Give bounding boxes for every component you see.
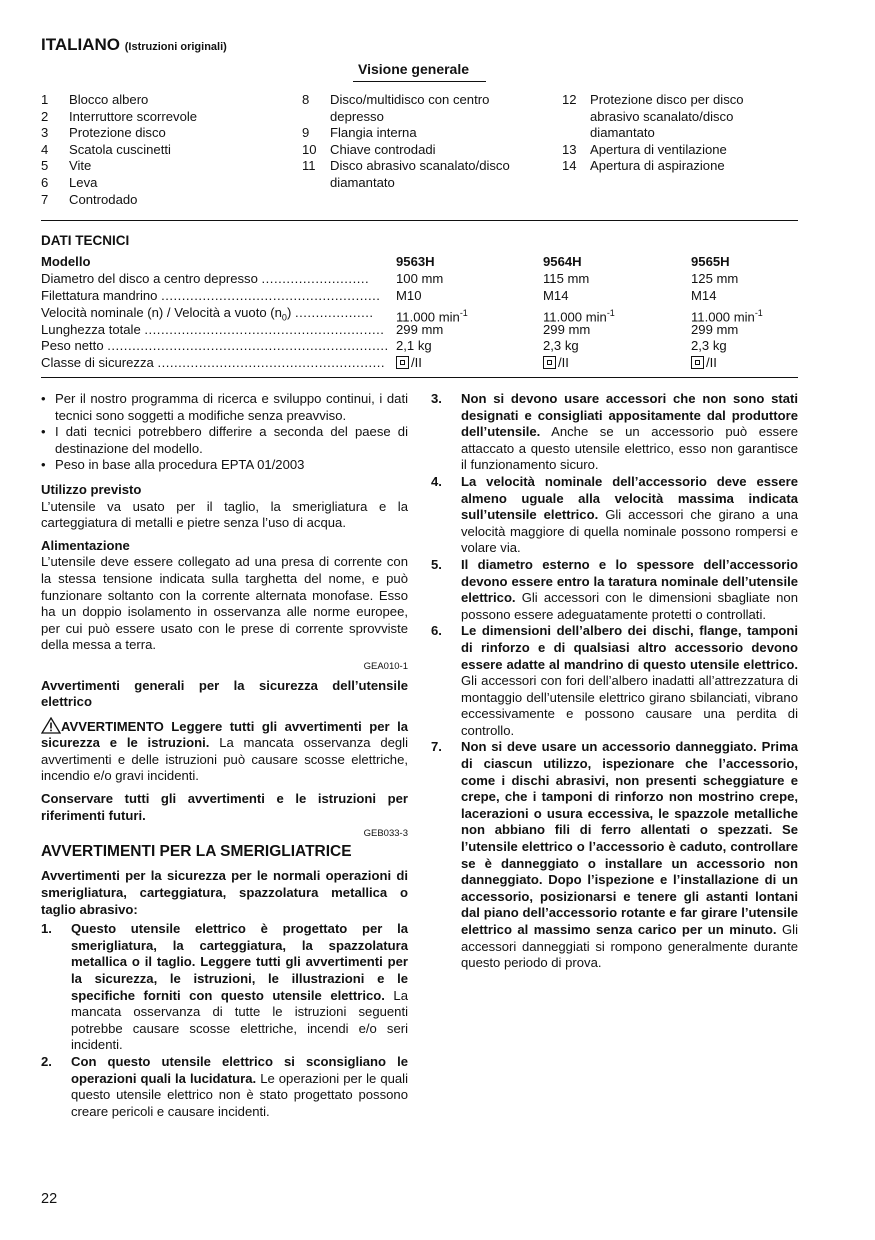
intended-use-text: L’utensile va usato per il taglio, la smerigliatura e la carteggiatura di metalli e pietre senza l’uso di acqua. — [41, 498, 408, 531]
reference-code: GEA010-1 — [363, 660, 408, 672]
grinder-warnings-intro: Avvertimenti per la sicurezza per le normali operazioni di smerigliatura, carteggiatura, spazzolatura metallica o taglio abrasivo: — [41, 868, 408, 917]
part-number: 3 — [41, 125, 49, 141]
part-item — [41, 175, 281, 192]
reference-code: GEB033-3 — [363, 828, 408, 840]
part-label: Vite — [69, 158, 92, 174]
part-label: Blocco albero — [69, 92, 149, 107]
overview-title: Visione generale — [358, 61, 470, 77]
part-number: 2 — [41, 108, 49, 124]
parts-list-col3 — [562, 92, 782, 175]
overview-title-underline — [353, 81, 486, 82]
part-label: Leva — [69, 174, 98, 190]
part-number: 1 — [41, 92, 49, 107]
model-3: 9565H — [691, 254, 730, 269]
double-insulation-icon — [543, 356, 556, 369]
part-label: Controdado — [69, 191, 138, 207]
part-number: 9 — [302, 125, 310, 141]
specs-speed-row: Velocità nominale (n) / Velocità a vuoto $(n_0)$ ................... 11.000 $\min^{-1}$ 11.000 $\min^{-1}$ 11.000 $\min^{-1}$ — [41, 304, 763, 325]
part-number: 4 — [41, 141, 49, 157]
part-item — [41, 92, 281, 109]
part-label: Apertura di ventilazione — [590, 141, 727, 157]
part-number: 13 — [562, 141, 577, 157]
part-number: 7 — [41, 191, 49, 207]
part-item — [41, 125, 281, 142]
double-insulation-icon — [396, 356, 409, 369]
language-heading: ITALIANO (Istruzioni originali) — [41, 35, 227, 54]
part-number: 11 — [302, 158, 316, 174]
warning-triangle-icon — [41, 717, 61, 734]
intended-use-heading: Utilizzo previsto — [41, 481, 142, 497]
parts-list-col2 — [302, 92, 532, 192]
warning-paragraph: AVVERTIMENTO Leggere tutti gli avvertimenti per la sicurezza e le istruzioni. La mancata osservanza degli avvertimenti e delle istruzioni può causare scosse elettriche, incendio e/o gravi incidenti. — [41, 718, 408, 784]
warning-item: 2. Con questo utensile elettrico si sconsigliano le operazioni quali la lucidatura. Le operazioni per le quali questo utensile elettrico non è stato progettato possono creare pericoli e causare incidenti. — [41, 1053, 408, 1119]
specs-table — [41, 254, 801, 372]
part-number: 14 — [562, 158, 577, 174]
part-item — [41, 142, 281, 159]
part-label: Protezione disco per disco abrasivo scanalato/disco diamantato — [590, 92, 744, 141]
model-1: 9563H — [396, 254, 435, 269]
list-item: • Peso in base alla procedura EPTA 01/2003 — [41, 457, 305, 473]
double-insulation-icon — [691, 356, 704, 369]
model-2: 9564H — [543, 254, 582, 269]
part-item — [302, 142, 532, 159]
specs-row: Peso netto .................................................................... 2,1 kg 2,3 kg 2,3 kg — [41, 338, 727, 354]
part-item — [562, 158, 782, 175]
general-warnings-heading: Avvertimenti generali per la sicurezza dell’utensile elettrico — [41, 677, 408, 710]
specs-row: Lunghezza totale .......................................................... 299 mm 299 mm 299 mm — [41, 321, 739, 337]
page-number: 22 — [41, 1191, 58, 1207]
part-item — [41, 109, 281, 126]
specs-class-row: Classe di sicurezza ....................................................... /II /II /II — [41, 355, 717, 371]
warning-item: 7. Non si deve usare un accessorio danneggiato. Prima di ciascun utilizzo, ispezionare che l’accessorio, come i dischi abrasivi, non presenti scheggiature e crepe, che i tamponi di rinforzo non mostrino crepe, lacerazioni o usura eccessiva, le spazzole metalliche non abbiano fili di ferro allentati o spezzati. Se l’utensile elettrico o l’accessorio è caduto, controllare se è danneggiato o installare un accessorio non danneggiato. Dopo l’ispezione e l’installazione di un accessorio, posizionarsi e tenere gli astanti lontani dal piano dell’accessorio rotante e far girare l’utensile elettrico al massimo senza carico per un minuto. Gli accessori danneggiati si rompono generalmente durante questo periodo di prova. — [431, 739, 798, 971]
list-item: • Per il nostro programma di ricerca e sviluppo continui, i dati tecnici sono soggetti a modifiche senza preavviso. — [41, 391, 408, 423]
part-label: Disco abrasivo scanalato/disco diamantato — [330, 158, 510, 190]
part-item — [562, 92, 782, 142]
keep-instructions-text: Conservare tutti gli avvertimenti e le istruzioni per riferimenti futuri. — [41, 791, 408, 823]
warning-item: 5. Il diametro esterno e lo spessore dell’accessorio devono essere entro la taratura nominale dell’utensile elettrico. Gli accessori con le dimensioni sbagliate non possono essere adeguatamente protetti o controllati. — [431, 556, 798, 622]
power-text: L’utensile deve essere collegato ad una presa di corrente con la stessa tensione indicata sulla targhetta del nome, e può funzionare soltanto con la corrente alternata monofase. Esso ha un doppio isolamento in osservanza alle norme europee, per cui può essere usato con le prese di corrente sprovviste della messa a terra. — [41, 554, 408, 653]
power-heading: Alimentazione — [41, 537, 130, 553]
part-item — [302, 125, 532, 142]
part-label: Apertura di aspirazione — [590, 158, 725, 174]
part-label: Chiave controdadi — [330, 141, 436, 157]
part-label: Interruttore scorrevole — [69, 108, 198, 124]
part-number: 12 — [562, 92, 577, 107]
specs-header-row — [41, 254, 801, 271]
part-number: 10 — [302, 141, 317, 157]
specs-row: Filettatura mandrino ..................................................... M10 M14 M14 — [41, 287, 717, 303]
specs-row: Diametro del disco a centro depresso .......................... 100 mm 115 mm 125 mm — [41, 270, 739, 286]
part-label: Flangia interna — [330, 125, 417, 141]
part-label: Protezione disco — [69, 125, 166, 141]
warning-item: 6. Le dimensioni dell’albero dei dischi, flange, tamponi di rinforzo e di qualsiasi altro accessorio devono essere adatte al mandrino di questo utensile elettrico. Gli accessori con fori dell’albero inadatti all’attrezzatura di montaggio dell’utensile elettrico girano sbilanciati, vibrano eccessivamente e possono causare una perdita di controllo. — [431, 623, 798, 738]
part-item — [302, 92, 532, 125]
warning-item: 4. La velocità nominale dell’accessorio deve essere almeno uguale alla velocità massima indicata sull’utensile elettrico. Gli accessori che girano a una velocità maggiore di quella nominale possono rompersi e volare via. — [431, 473, 798, 556]
part-label: Scatola cuscinetti — [69, 141, 171, 157]
warning-item: 1. Questo utensile elettrico è progettato per la smerigliatura, la carteggiatura, la spazzolatura metallica o il taglio. Leggere tutti gli avvertimenti per la sicurezza, le istruzioni, le illustrazioni e le specifiche forniti con questo utensile elettrico. La mancata osservanza di tutte le istruzioni seguenti potrebbe causare scosse elettriche, incendi e/o seri incidenti. — [41, 921, 408, 1053]
left-column — [41, 391, 408, 1120]
part-label: Disco/multidisco con centro depresso — [330, 92, 490, 124]
part-number: 5 — [41, 158, 49, 174]
part-item — [302, 158, 532, 191]
part-item — [562, 142, 782, 159]
specs-header-label: Modello — [41, 254, 91, 269]
right-column — [431, 391, 798, 972]
grinder-warnings-heading: AVVERTIMENTI PER LA SMERIGLIATRICE — [41, 842, 352, 860]
part-number: 6 — [41, 174, 49, 190]
parts-list-col1 — [41, 92, 281, 208]
part-item — [41, 192, 281, 209]
list-item: • I dati tecnici potrebbero differire a seconda del paese di destinazione del modello. — [41, 424, 408, 456]
part-item — [41, 158, 281, 175]
specs-title: DATI TECNICI — [41, 233, 130, 248]
part-number: 8 — [302, 92, 310, 107]
language-note: (Istruzioni originali) — [124, 41, 227, 53]
divider — [41, 377, 798, 378]
warning-item: 3. Non si devono usare accessori che non sono stati designati e consigliati appositamente dal produttore dell’utensile. Anche se un accessorio può essere attaccato a questo utensile elettrico, esso non garantisce il funzionamento sicuro. — [431, 391, 798, 473]
divider — [41, 220, 798, 221]
